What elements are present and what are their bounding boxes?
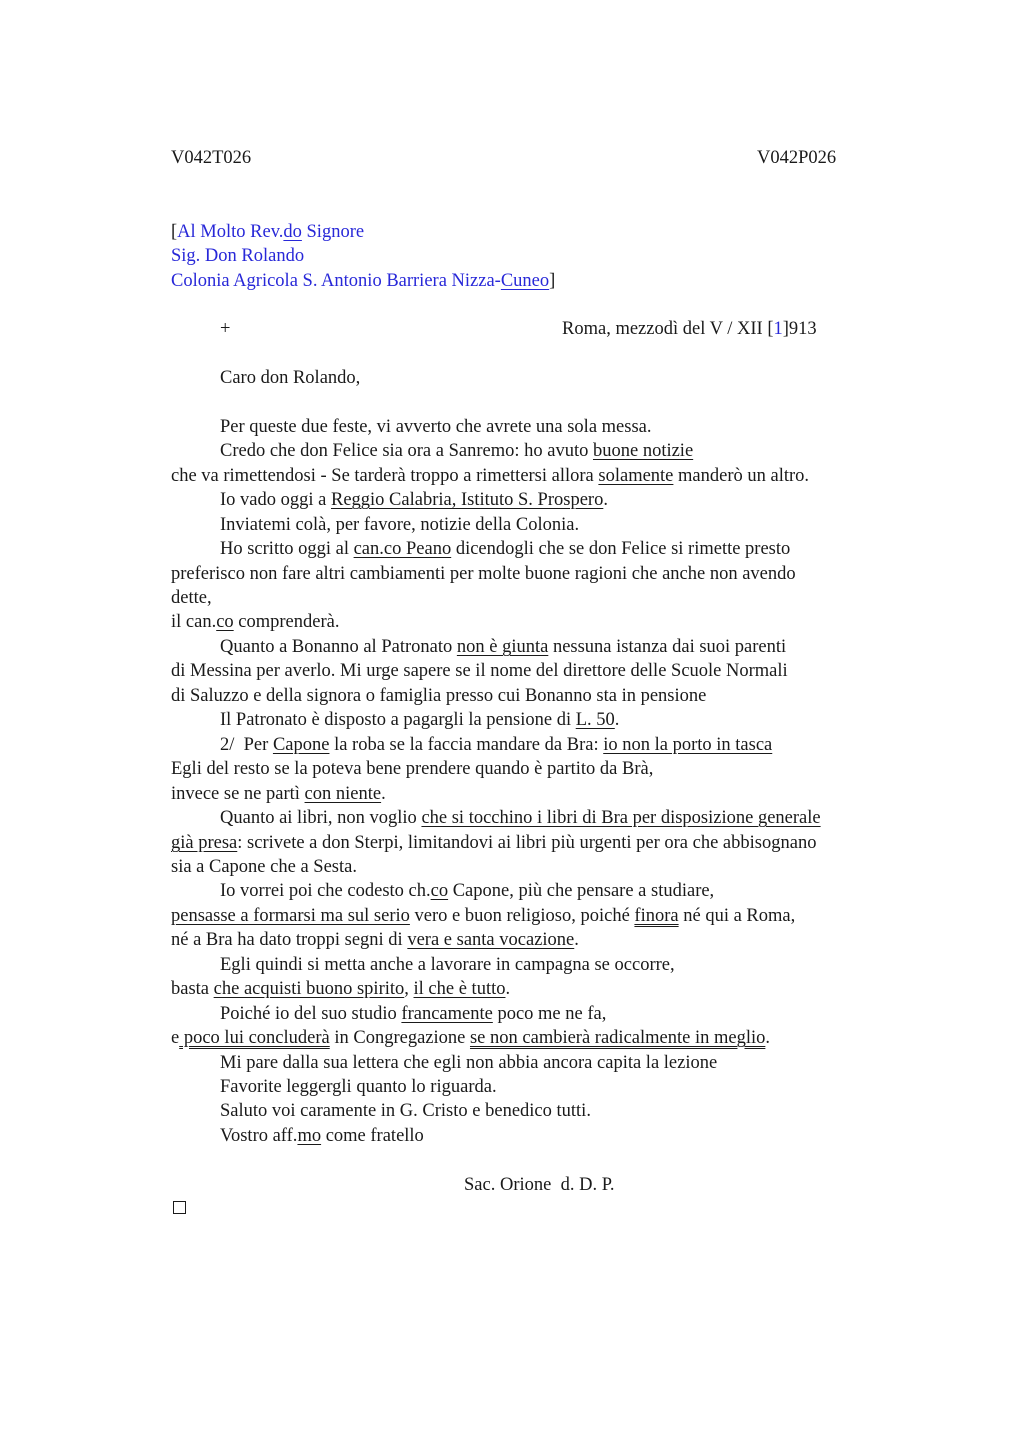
text-span: 2/ Per bbox=[220, 735, 273, 755]
body-line bbox=[220, 807, 821, 829]
body-line bbox=[220, 636, 786, 658]
address-line1-abbrev: do bbox=[283, 222, 302, 242]
address-line-2: Sig. Don Rolando bbox=[171, 246, 305, 266]
text-span: . bbox=[614, 710, 620, 730]
text-span: la roba se la faccia mandare da Bra: bbox=[329, 735, 604, 755]
body-line bbox=[220, 880, 714, 902]
body-line bbox=[220, 734, 772, 756]
body-line: Saluto voi caramente in G. Cristo e benedico tutti. bbox=[220, 1101, 591, 1121]
date-editor-digit: 1 bbox=[773, 319, 783, 339]
text-span: né a Bra ha dato troppi segni di bbox=[171, 930, 408, 950]
underlined-span: co bbox=[430, 881, 449, 901]
header-left-code: V042T026 bbox=[171, 148, 252, 168]
body-line: preferisco non fare altri cambiamenti per molte buone ragioni che anche non avendo bbox=[171, 564, 796, 584]
text-span: . bbox=[505, 979, 511, 999]
body-line: dette, bbox=[171, 588, 212, 608]
text-span: poco me ne fa, bbox=[492, 1004, 607, 1024]
body-line: sia a Capone che a Sesta. bbox=[171, 857, 357, 877]
text-span: Io vorrei poi che codesto ch. bbox=[220, 881, 431, 901]
text-span: in Congregazione bbox=[329, 1028, 470, 1048]
body-line: Favorite leggergli quanto lo riguarda. bbox=[220, 1077, 497, 1097]
text-span: . bbox=[574, 930, 579, 950]
address-bracket-close: ] bbox=[549, 271, 556, 291]
text-span: , bbox=[404, 979, 414, 999]
date-text: Roma, mezzodì del V / XII [ bbox=[562, 319, 774, 339]
text-span: comprenderà. bbox=[233, 612, 340, 632]
underlined-span: Capone bbox=[272, 735, 330, 755]
underlined-span: che acquisti buono spirito bbox=[213, 979, 405, 999]
text-span: dicendogli che se don Felice si rimette presto bbox=[451, 539, 791, 559]
underlined-span: mo bbox=[297, 1126, 322, 1146]
text-span: che va rimettendosi - Se tarderà troppo a rimettersi allora bbox=[171, 466, 599, 486]
body-line bbox=[220, 489, 608, 511]
underlined-span: francamente bbox=[401, 1004, 493, 1024]
text-span: né qui a Roma, bbox=[678, 906, 796, 926]
body-line bbox=[220, 1125, 424, 1147]
text-span: Capone, più che pensare a studiare, bbox=[448, 881, 715, 901]
body-line bbox=[171, 1027, 770, 1049]
body-line: Mi pare dalla sua lettera che egli non abbia ancora capita la lezione bbox=[220, 1053, 718, 1073]
underlined-span: co bbox=[216, 612, 234, 632]
underlined-span: io non la porto in tasca bbox=[603, 735, 773, 755]
text-span: Io vado oggi a bbox=[220, 490, 331, 510]
underlined-span: già presa bbox=[171, 833, 238, 853]
signature: Sac. Orione d. D. P. bbox=[464, 1175, 615, 1195]
address-line-3 bbox=[171, 270, 555, 292]
text-span: manderò un altro. bbox=[673, 466, 810, 486]
body-line bbox=[171, 978, 510, 1000]
text-span: Poiché io del suo studio bbox=[220, 1004, 402, 1024]
text-span: il can. bbox=[171, 612, 217, 632]
text-span: Ho scritto oggi al bbox=[220, 539, 354, 559]
body-line bbox=[171, 832, 816, 854]
text-span: . bbox=[603, 490, 608, 510]
body-line bbox=[171, 783, 386, 805]
underlined-span: Reggio Calabria, Istituto S. Prospero bbox=[330, 490, 604, 510]
double-underlined-span: finora bbox=[634, 906, 679, 926]
address-bracket-open: [ bbox=[171, 222, 178, 242]
double-underlined-span: poco lui concluderà bbox=[179, 1028, 330, 1048]
underlined-span: che si tocchino i libri di Bra per disposizione generale bbox=[421, 808, 821, 828]
dateline bbox=[562, 318, 817, 340]
header-right-code: V042P026 bbox=[757, 148, 837, 168]
underlined-span: can.co Peano bbox=[353, 539, 452, 559]
text-span: basta bbox=[171, 979, 214, 999]
text-span: Quanto ai libri, non voglio bbox=[220, 808, 422, 828]
body-line: di Saluzzo e della signora o famiglia presso cui Bonanno sta in pensione bbox=[171, 686, 707, 706]
text-span: . bbox=[381, 784, 386, 804]
body-line: Inviatemi colà, per favore, notizie della Colonia. bbox=[220, 515, 580, 535]
text-span: e bbox=[171, 1028, 180, 1048]
text-span: invece se ne partì bbox=[171, 784, 305, 804]
underlined-span: L. 50 bbox=[575, 710, 615, 730]
underlined-span: solamente bbox=[598, 466, 674, 486]
body-line bbox=[220, 1003, 606, 1025]
body-line bbox=[171, 611, 339, 633]
salutation: Caro don Rolando, bbox=[220, 368, 361, 388]
text-span: Credo che don Felice sia ora a Sanremo: ho avuto bbox=[220, 441, 593, 461]
underlined-span: il che è tutto bbox=[413, 979, 506, 999]
text-span: Il Patronato è disposto a pagargli la pensione di bbox=[220, 710, 576, 730]
square-outline-icon bbox=[173, 1201, 186, 1214]
body-line: di Messina per averlo. Mi urge sapere se il nome del direttore delle Scuole Normali bbox=[171, 661, 788, 681]
underlined-span: vera e santa vocazione bbox=[407, 930, 575, 950]
text-span: vero e buon religioso, poiché bbox=[409, 906, 635, 926]
double-underlined-span: se non cambierà radicalmente in meglio bbox=[469, 1028, 766, 1048]
body-line bbox=[171, 905, 795, 927]
underlined-span: non è giunta bbox=[456, 637, 549, 657]
body-line: Egli quindi si metta anche a lavorare in campagna se occorre, bbox=[220, 955, 675, 975]
body-line bbox=[171, 929, 579, 951]
body-line: Per queste due feste, vi avverto che avrete una sola messa. bbox=[220, 417, 652, 437]
body-line: Egli del resto se la poteva bene prendere quando è partito da Brà, bbox=[171, 759, 654, 779]
address-line1-text: Al Molto Rev. bbox=[177, 222, 284, 242]
text-span: . bbox=[765, 1028, 770, 1048]
text-span: Quanto a Bonanno al Patronato bbox=[220, 637, 457, 657]
underlined-span: pensasse a formarsi ma sul serio bbox=[171, 906, 410, 926]
underlined-span: con niente bbox=[304, 784, 382, 804]
body-line bbox=[171, 465, 809, 487]
body-line bbox=[220, 440, 693, 462]
body-line bbox=[220, 709, 619, 731]
underlined-span: buone notizie bbox=[592, 441, 694, 461]
body-line bbox=[220, 538, 790, 560]
address-line-1 bbox=[171, 221, 364, 243]
text-span: come fratello bbox=[321, 1126, 424, 1146]
date-year: ]913 bbox=[782, 319, 817, 339]
text-span: nessuna istanza dai suoi parenti bbox=[548, 637, 787, 657]
cross-mark: + bbox=[220, 319, 231, 339]
text-span: Vostro aff. bbox=[220, 1126, 298, 1146]
address-line1-signore: Signore bbox=[301, 222, 365, 242]
text-span: : scrivete a don Sterpi, limitandovi ai libri più urgenti per ora che abbisognano bbox=[237, 833, 817, 853]
address-line3-text: Colonia Agricola S. Antonio Barriera Nizza- bbox=[171, 271, 501, 291]
address-line3-cuneo: Cuneo bbox=[500, 271, 550, 291]
